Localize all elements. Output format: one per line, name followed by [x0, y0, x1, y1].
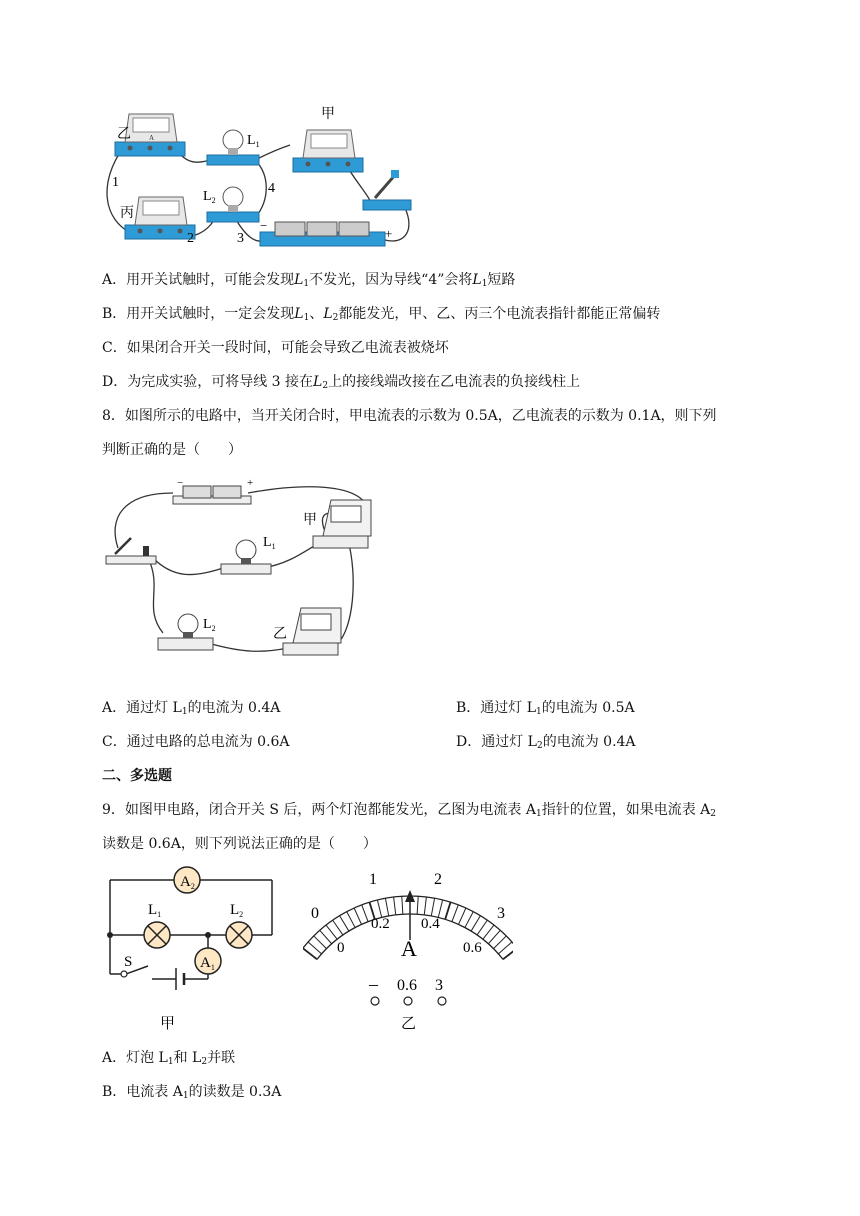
terminal-06: 0.6: [397, 977, 417, 994]
lamp-L2-icon: [226, 922, 252, 948]
tick-top-3: 3: [497, 905, 505, 922]
caption-jia: 甲: [160, 1016, 176, 1032]
ammeter-yi-icon: [283, 608, 341, 655]
dial-tick: [385, 898, 388, 916]
q8-stem-line1: 8．如图所示的电路中，当开关闭合时，甲电流表的示数为 0.5A，乙电流表的示数为 0.1A，则下列: [102, 408, 717, 424]
ammeter-bing-icon: [125, 197, 195, 239]
battery-plus: +: [247, 478, 254, 489]
dial-tick: [303, 948, 317, 959]
label-L2: $L_2$: [203, 617, 216, 633]
dial-tick: [347, 912, 355, 928]
ammeter-A2-icon: [174, 867, 200, 893]
q9-option-b: B．电流表 $A_1$的读数是 0.3A: [102, 1084, 282, 1101]
label-L2: $L_2$: [230, 902, 244, 919]
battery-icon: [260, 222, 385, 246]
dial-tick: [394, 897, 396, 915]
tick-top-2: 2: [434, 871, 442, 888]
wire-2: 2: [187, 231, 194, 246]
svg-text:A: A: [149, 134, 155, 142]
dial-tick: [354, 908, 361, 924]
battery-minus: −: [177, 478, 184, 489]
q8-option-a: A．通过灯 $L_1$的电流为 0.4A: [102, 700, 281, 717]
label-yi: 乙: [117, 127, 131, 142]
dial-tick: [362, 905, 368, 922]
tick-bottom-06: 0.6: [463, 940, 482, 956]
dial-tick: [333, 920, 343, 935]
dial-tick: [494, 936, 507, 949]
dial-tick: [458, 908, 465, 924]
q9-stem-line1: 9．如图甲电路，闭合开关 S 后，两个灯泡都能发光，乙图为电流表 $A_1$指针的位置，如果电流表 $A_2$: [102, 802, 716, 819]
pointer-icon: [405, 890, 415, 940]
q9-stem-line2: 读数是 0.6A，则下列说法正确的是（ ）: [102, 836, 377, 852]
ammeter-jia-icon: [313, 500, 371, 548]
tick-bottom-0: 0: [337, 940, 345, 956]
section-heading: 二、多选题: [102, 768, 172, 784]
q7-option-d: D．为完成实验，可将导线 3 接在$L_2$上的接线端改接在乙电流表的负接线柱上: [102, 374, 581, 391]
terminal-3: 3: [435, 977, 443, 994]
dial-tick: [445, 902, 450, 919]
dial-tick: [326, 925, 337, 939]
circuit-diagram-jia: [100, 862, 280, 1032]
dial-unit: A: [401, 936, 417, 961]
label-L1: $L_1$: [263, 535, 276, 551]
ammeter-dial-yi: [303, 862, 513, 1032]
label-yi: 乙: [273, 627, 287, 642]
label-jia: 甲: [321, 107, 335, 122]
dial-tick: [498, 942, 511, 954]
dial-tick: [320, 930, 332, 943]
dial-tick: [431, 898, 434, 916]
dial-tick: [438, 900, 442, 917]
q7-option-a: A．用开关试触时，可能会发现$L_1$不发光，因为导线“4”会将$L_1$短路: [102, 272, 516, 289]
dial-tick: [424, 897, 426, 915]
wire-4: 4: [268, 181, 275, 196]
tick-top-0: 0: [311, 905, 319, 922]
wire-1: 1: [112, 175, 119, 190]
wire-3: 3: [237, 231, 244, 246]
dial-tick: [417, 896, 418, 914]
dial-tick: [452, 905, 458, 922]
dial-tick: [340, 916, 349, 931]
q8-option-d: D．通过灯 $L_2$的电流为 0.4A: [456, 734, 636, 751]
dial-tick: [503, 948, 513, 959]
ammeter-A1-icon: [195, 948, 221, 974]
lamp-L1-icon: [144, 922, 170, 948]
caption-yi: 乙: [401, 1016, 417, 1032]
label-L1: $L_1$: [148, 902, 162, 919]
battery-minus: −: [260, 218, 268, 233]
dial-tick: [402, 896, 403, 914]
label-bing: 丙: [120, 206, 134, 221]
dial-tick: [471, 916, 480, 931]
dial-tick: [477, 920, 487, 935]
ammeter-jia-icon: [293, 130, 363, 172]
dial-tick: [377, 900, 381, 917]
dial-tick: [483, 925, 494, 939]
dial-tick: [314, 936, 327, 949]
label-jia: 甲: [303, 513, 317, 528]
circuit-figure-q8: [103, 478, 383, 668]
label-switch: S: [124, 954, 133, 970]
battery-plus: +: [385, 226, 393, 241]
dial-tick: [465, 912, 473, 928]
label-L1: $L_1$: [247, 133, 260, 149]
switch-icon: [106, 538, 156, 564]
dial-tick: [308, 942, 321, 954]
q8-stem-line2: 判断正确的是（ ）: [102, 442, 242, 458]
label-L2: $L_2$: [203, 189, 216, 205]
svg-text:A2: $A_2$: [180, 874, 195, 891]
q8-option-c: C．通过电路的总电流为 0.6A: [102, 734, 290, 750]
q7-option-b: B．用开关试触时，一定会发现$L_1$、$L_2$都能发光，甲、乙、丙三个电流表指针都能正常偏转: [102, 306, 661, 323]
battery-icon: [173, 486, 251, 504]
svg-text:A1: $A_1$: [200, 955, 215, 972]
tick-bottom-04: 0.4: [421, 916, 440, 932]
switch-icon: [363, 170, 411, 210]
q8-option-b: B．通过灯 $L_1$的电流为 0.5A: [456, 700, 635, 717]
circuit-figure-q7: [95, 100, 425, 260]
q7-option-c: C．如果闭合开关一段时间，可能会导致乙电流表被烧坏: [102, 340, 449, 356]
tick-bottom-02: 0.2: [371, 916, 390, 932]
terminal-minus: –: [369, 974, 378, 994]
tick-top-1: 1: [369, 871, 377, 888]
q9-option-a: A．灯泡 $L_1$和 $L_2$并联: [102, 1050, 236, 1067]
dial-tick: [488, 930, 500, 943]
